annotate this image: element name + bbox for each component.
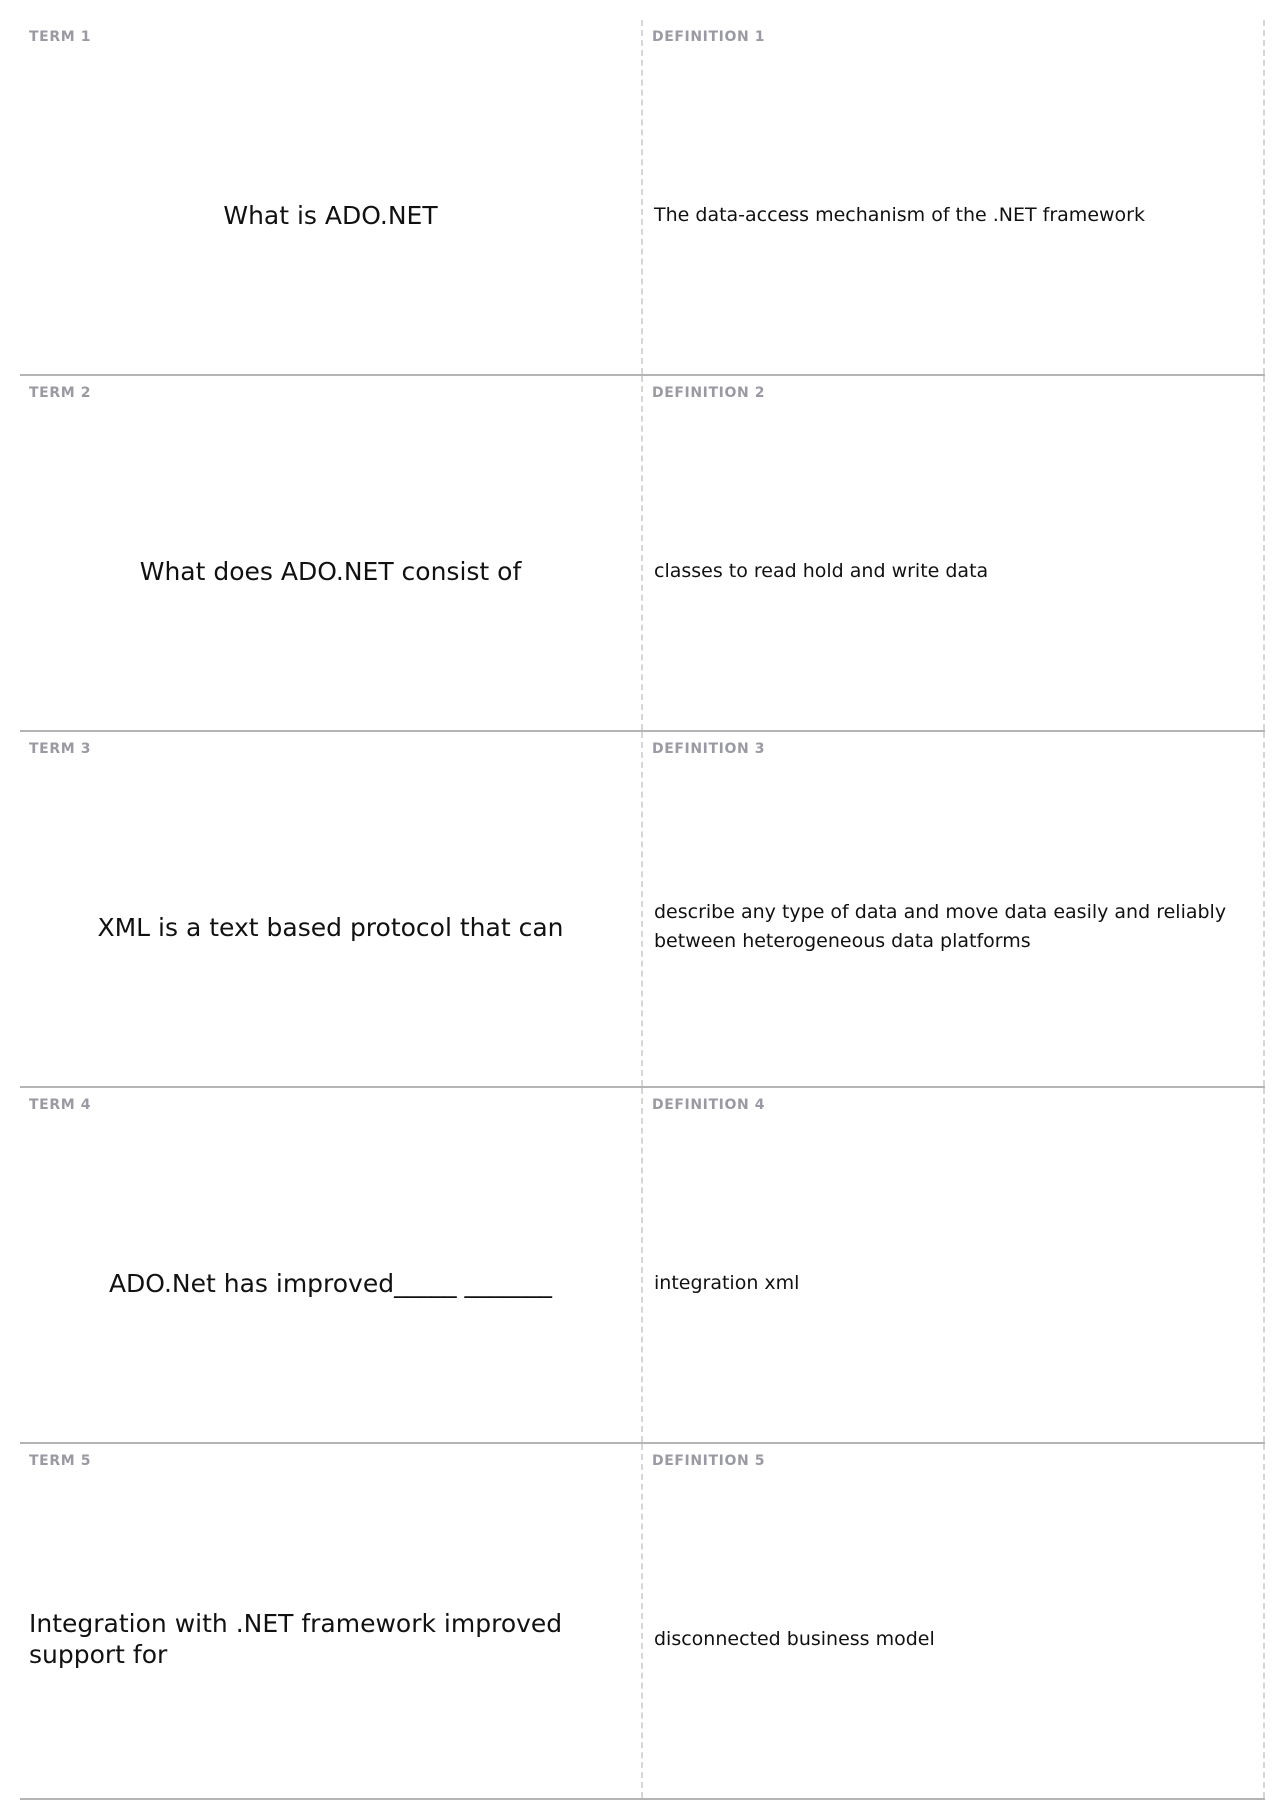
definition-text: disconnected business model	[654, 1627, 935, 1650]
term-cell	[20, 20, 643, 374]
definition-body	[654, 768, 1252, 1086]
term-text: What does ADO.NET consist of	[139, 556, 522, 586]
term-cell	[20, 1088, 643, 1442]
definition-cell	[643, 732, 1265, 1086]
definition-body	[654, 412, 1252, 730]
definition-cell	[643, 1088, 1265, 1442]
term-text: Integration with .NET framework improved support for	[29, 1609, 563, 1669]
term-body	[29, 768, 632, 1086]
term-label: TERM 2	[29, 385, 92, 401]
card-row	[20, 376, 1265, 732]
definition-cell	[643, 1444, 1265, 1798]
definition-cell	[643, 20, 1265, 374]
term-cell	[20, 732, 643, 1086]
term-text: XML is a text based protocol that can	[97, 912, 564, 942]
term-label: TERM 1	[29, 29, 92, 45]
flashcard-sheet	[20, 20, 1265, 1800]
term-body	[29, 1124, 632, 1442]
card-row	[20, 1444, 1265, 1800]
term-text: What is ADO.NET	[223, 200, 438, 230]
definition-label: DEFINITION 3	[652, 741, 766, 757]
definition-body	[654, 1124, 1252, 1442]
card-row	[20, 732, 1265, 1088]
term-label: TERM 5	[29, 1453, 92, 1469]
term-text: ADO.Net has improved_____ _______	[108, 1268, 553, 1298]
definition-cell	[643, 376, 1265, 730]
definition-text: The data-access mechanism of the .NET framework	[654, 203, 1145, 226]
definition-label: DEFINITION 1	[652, 29, 766, 45]
card-row	[20, 1088, 1265, 1444]
definition-label: DEFINITION 5	[652, 1453, 766, 1469]
definition-label: DEFINITION 2	[652, 385, 766, 401]
term-cell	[20, 376, 643, 730]
term-body	[29, 56, 632, 374]
card-row	[20, 20, 1265, 376]
definition-text: integration xml	[654, 1271, 800, 1294]
term-body	[29, 1480, 632, 1798]
term-label: TERM 4	[29, 1097, 92, 1113]
definition-body	[654, 56, 1252, 374]
definition-body	[654, 1480, 1252, 1798]
definition-text: describe any type of data and move data easily and reliably between heterogeneous data platforms	[654, 901, 1227, 952]
term-label: TERM 3	[29, 741, 92, 757]
definition-label: DEFINITION 4	[652, 1097, 766, 1113]
term-cell	[20, 1444, 643, 1798]
definition-text: classes to read hold and write data	[654, 559, 989, 582]
term-body	[29, 412, 632, 730]
